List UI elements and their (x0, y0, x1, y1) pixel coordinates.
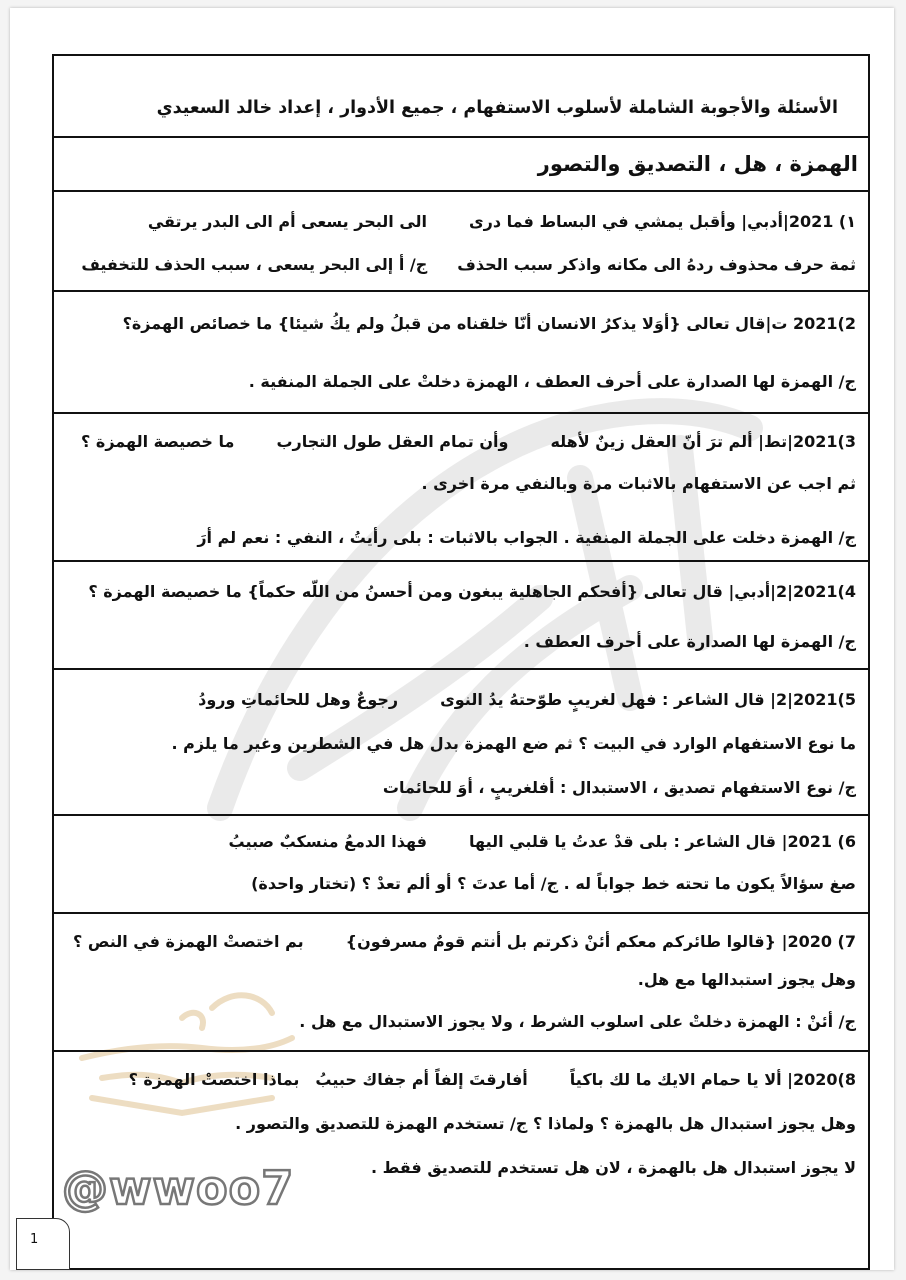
question-block-5 (54, 670, 868, 816)
question-text: 8)2020| ألا يا حمام الايك ما لك باكياً (569, 1070, 856, 1089)
question-block-3 (54, 414, 868, 562)
question-text: ثمة حرف محذوف ردهُ الى مكانه واذكر سبب الحذف (457, 255, 856, 274)
question-text: ثم اجب عن الاستفهام بالاثبات مرة وبالنفي مرة اخرى . (421, 474, 856, 493)
verse-half: وأن تمام العقل طول التجارب (276, 432, 509, 451)
answer-text: ج/ الهمزة لها الصدارة على أحرف العطف . (523, 632, 856, 651)
verse-half: الى البحر يسعى أم الى البدر يرتقي (147, 212, 427, 231)
question-block-4 (54, 562, 868, 670)
answer-text: ج/ الهمزة دخلت على الجملة المنفية . الجواب بالاثبات : بلى رأيتُ ، النفي : نعم لم أرَ (197, 528, 856, 547)
question-block-7 (54, 914, 868, 1052)
document-title-row (54, 56, 868, 138)
question-text: 7) 2020| {قالوا طائركم معكم أئنْ ذكرتم بل أنتم قومٌ مسرفون} (345, 932, 856, 951)
section-heading-row (54, 138, 868, 192)
question-text: صغ سؤالاً يكون ما تحته خط جواباً له . ج/ أما عدتَ ؟ أو ألم تعدْ ؟ (تختار واحدة) (251, 874, 856, 893)
verse-half: فهذا الدمعُ منسكبٌ صبيبُ (228, 832, 427, 851)
question-line (64, 690, 856, 709)
question-line (64, 212, 856, 231)
question-line (64, 832, 856, 851)
question-block-6 (54, 816, 868, 914)
question-line (64, 255, 856, 274)
content-frame (52, 54, 870, 1270)
question-prompt: بم اختصتْ الهمزة في النص ؟ (73, 932, 304, 951)
question-line (64, 1070, 856, 1089)
question-block-1 (54, 192, 868, 292)
question-text: 4)2021|2|أدبي| قال تعالى {أفحكم الجاهلية يبغون ومن أحسنُ من اللّه حكماً} ما خصيصة الهمزة ؟ (88, 582, 856, 601)
document-page (10, 8, 894, 1270)
question-text: 5)2021|2| قال الشاعر : فهل لغريبٍ طوّحتهُ يدُ النوى (440, 690, 856, 709)
verse-half: أفارقتَ إلفاً أم جفاك حبيبُ (315, 1070, 528, 1089)
section-heading: الهمزة ، هل ، التصديق والتصور (537, 152, 858, 176)
answer-text: ج/ أئنْ : الهمزة دخلتْ على اسلوب الشرط ، ولا يجوز الاستبدال مع هل . (299, 1012, 856, 1031)
page-number: 1 (30, 1232, 39, 1247)
answer-text: لا يجوز استبدال هل بالهمزة ، لان هل تستخدم للتصديق فقط . (371, 1158, 856, 1177)
answer-text: ج/ نوع الاستفهام تصديق ، الاستبدال : أفلغريبٍ ، أوَ للحائمات (382, 778, 856, 797)
question-prompt: ما خصيصة الهمزة ؟ (81, 432, 235, 451)
verse-half: رجوعٌ وهل للحائماتِ ورودُ (198, 690, 399, 709)
question-text: وهل يجوز استبدال هل بالهمزة ؟ ولماذا ؟ ج/ تستخدم الهمزة للتصديق والتصور . (235, 1114, 856, 1133)
answer-text: ج/ الهمزة لها الصدارة على أحرف العطف ، الهمزة دخلتْ على الجملة المنفية . (248, 372, 856, 391)
social-handle: @wwoo7 (62, 1161, 295, 1215)
question-text: وهل يجوز استبدالها مع هل. (637, 970, 856, 989)
question-text: 6) 2021| قال الشاعر : بلى قدْ عدتُ يا قلبي اليها (469, 832, 856, 851)
question-text: ١) 2021|أدبي| وأقبل يمشي في البساط فما درى (469, 212, 856, 231)
question-prompt: بماذا اختصتْ الهمزة ؟ (128, 1070, 300, 1089)
question-text: ما نوع الاستفهام الوارد في البيت ؟ ثم ضع الهمزة بدل هل في الشطرين وغير ما يلزم . (171, 734, 856, 753)
answer-text: ج/ أ إلى البحر يسعى ، سبب الحذف للتخفيف (81, 255, 428, 274)
question-line (64, 932, 856, 951)
document-title: الأسئلة والأجوبة الشاملة لأسلوب الاستفهام ، جميع الأدوار ، إعداد خالد السعيدي (156, 98, 838, 118)
question-block-2 (54, 292, 868, 414)
question-text: 2)2021 ت|قال تعالى {أوَلا يذكرُ الانسان أنّا خلقناه من قبلُ ولم يكُ شيئا} ما خصائص الهمزة؟ (122, 314, 856, 333)
question-text: 3)2021|تط| ألم ترَ أنّ العقل زينٌ لأهله (550, 432, 856, 451)
page-number-tab (16, 1218, 70, 1270)
question-line (64, 432, 856, 451)
